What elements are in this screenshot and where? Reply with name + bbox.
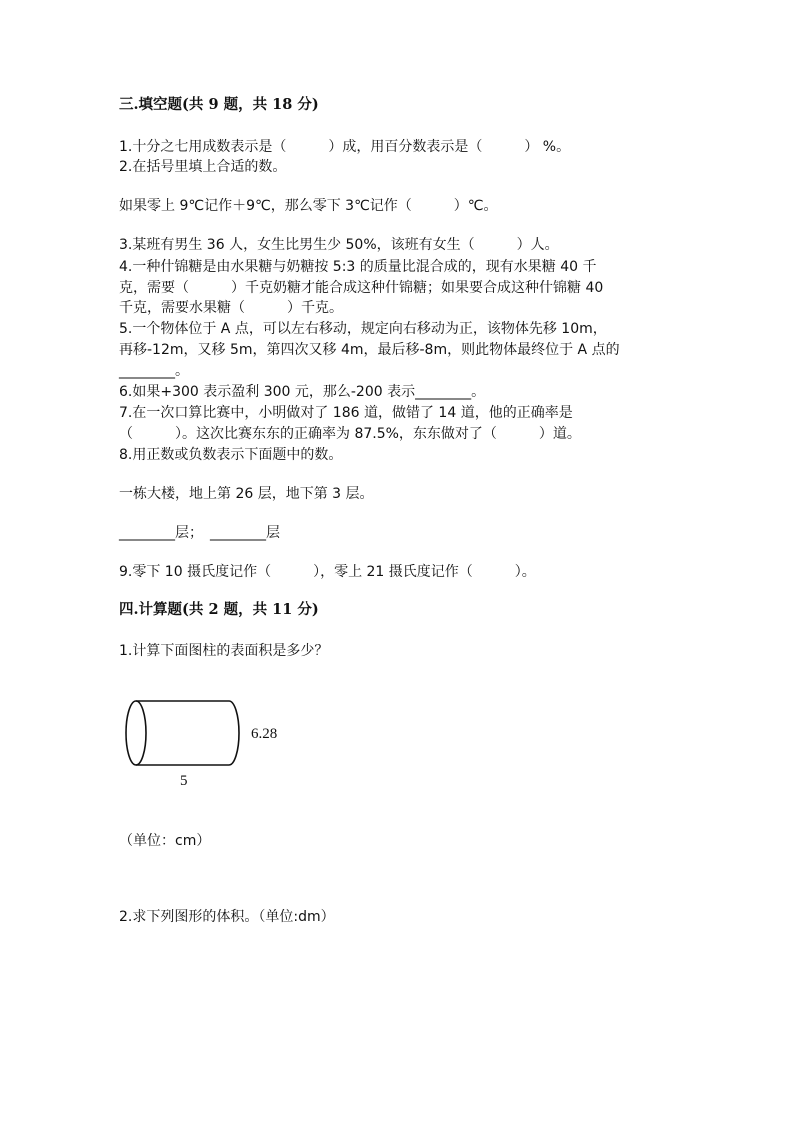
question-line: 1.十分之七用成数表示是（ ）成，用百分数表示是（ ） %。 bbox=[119, 139, 571, 155]
circumference-label: 6.28 bbox=[251, 726, 278, 742]
question-line: 8.用正数或负数表示下面题中的数。 bbox=[119, 447, 343, 463]
question-line: 5.一个物体位于 A 点，可以左右移动，规定向右移动为正，该物体先移 10m， bbox=[119, 321, 607, 337]
cylinder-figure bbox=[118, 690, 308, 800]
question-line: 9.零下 10 摄氏度记作（ ），零上 21 摄氏度记作（ ）。 bbox=[119, 564, 536, 580]
section-3-title: 三.填空题(共 9 题，共 18 分) bbox=[119, 96, 319, 113]
question-line: 2.在括号里填上合适的数。 bbox=[119, 159, 287, 175]
question-line: ________层； ________层 bbox=[119, 525, 280, 541]
question-line: 4.一种什锦糖是由水果糖与奶糖按 5:3 的质量比混合成的，现有水果糖 40 千 bbox=[119, 259, 597, 275]
section-4-title: 四.计算题(共 2 题，共 11 分) bbox=[119, 601, 319, 618]
question-line: 如果零上 9℃记作＋9℃，那么零下 3℃记作（ ）℃。 bbox=[119, 198, 498, 214]
unit-note: （单位：cm） bbox=[119, 833, 211, 849]
question-line: 6.如果+300 表示盈利 300 元，那么-200 表示________。 bbox=[119, 384, 486, 400]
question-line: 一栋大楼，地上第 26 层，地下第 3 层。 bbox=[119, 486, 374, 502]
question-line: 7.在一次口算比赛中，小明做对了 186 道，做错了 14 道，他的正确率是 bbox=[119, 405, 573, 421]
question-line: 2.求下列图形的体积。（单位:dm） bbox=[119, 909, 335, 925]
question-line: 3.某班有男生 36 人，女生比男生少 50%，该班有女生（ ）人。 bbox=[119, 237, 559, 253]
question-line: 1.计算下面图柱的表面积是多少？ bbox=[119, 643, 329, 659]
question-line: 再移-12m，又移 5m，第四次又移 4m，最后移-8m，则此物体最终位于 A 点的 bbox=[119, 342, 620, 358]
question-line: 克，需要（ ）千克奶糖才能合成这种什锦糖；如果要合成这种什锦糖 40 bbox=[119, 280, 604, 296]
length-label: 5 bbox=[180, 773, 188, 789]
question-line: 千克，需要水果糖（ ）千克。 bbox=[119, 300, 343, 316]
question-line: （ ）。这次比赛东东的正确率为 87.5%，东东做对了（ ）道。 bbox=[119, 426, 581, 442]
cylinder-drawing bbox=[126, 701, 239, 765]
question-line: ________。 bbox=[119, 363, 189, 379]
